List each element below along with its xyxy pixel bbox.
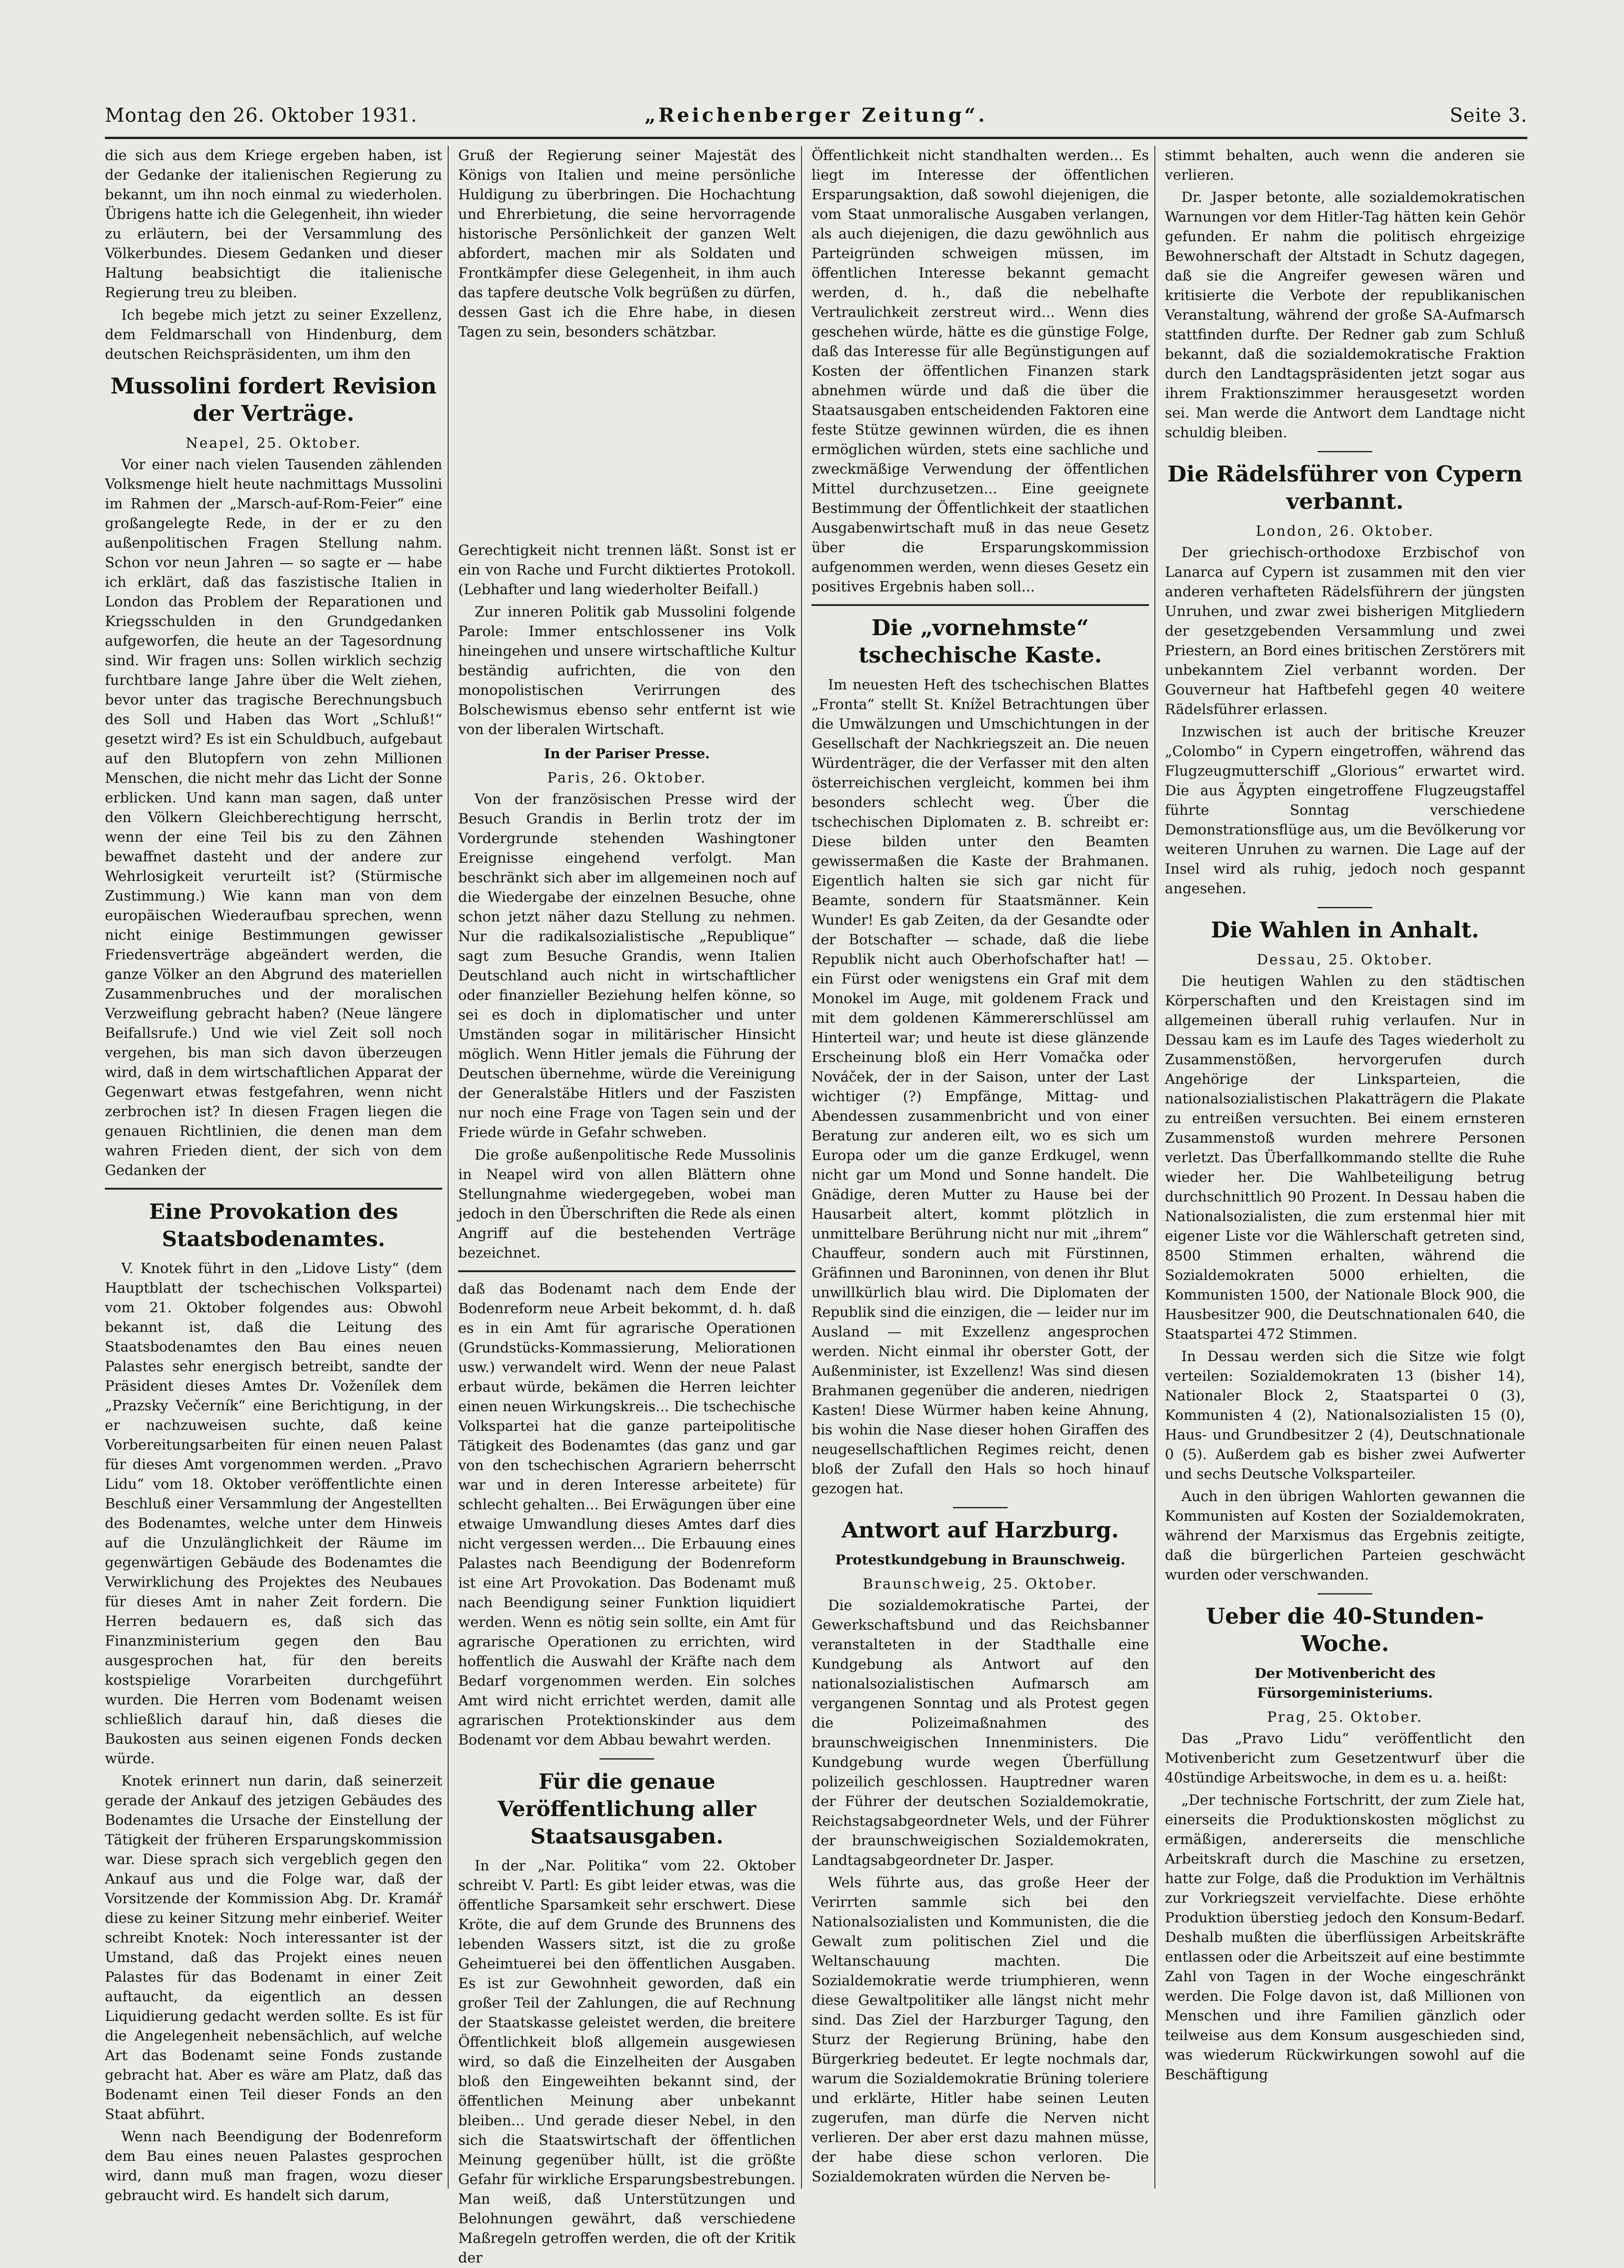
headline-cypern: Die Rädelsführer von Cypern verbannt. xyxy=(1167,461,1523,514)
article-text: die sich aus dem Kriege ergeben haben, ist der Gedanke der italienischen Regierung zu bekannt, um ihn noch einmal zu wiederholen. Übrigens hatte ich die Gelegenheit, ihn wieder zu erläutern, bei der Versammlung des Völkerbundes. Diesem Gedanken und dieser Haltung beabsichtigt die italienische Regierung treu zu bleiben. xyxy=(105,147,442,301)
article-text: In Dessau werden sich die Sitze wie folgt verteilen: Sozialdemokraten 13 (bisher 14), Nationaler Block 2, Staatspartei 0 (3), Kommunisten 4 (2), Nationalsozialisten 15 (0), Haus- und Grundbesitzer 2 (4), Deutschnationale 0 (5). Außerdem gab es bisher zwei Aufwerter und sechs Deutsche Volksparteiler. xyxy=(1165,1348,1525,1482)
column-rule xyxy=(448,146,449,2189)
article-text: Öffentlichkeit nicht standhalten werden... Es liegt im Interesse der öffentlichen Ersparungsaktion, daß sowohl diejenigen, die vom Staat unmoralische Ausgaben verlangen, als auch diejenigen, die dazu gewöhnlich aus Parteigründen schweigen müssen, im öffentlichen Interesse bekannt gemacht werden, d. h., daß die nebelhafte Vertraulichkeit zerstreut wird... Wenn dies geschehen würde, hätte es die günstige Folge, daß das Interesse für alle Begünstigungen auf Kosten der öffentlichen Finanzen stark abnehmen würde und daß die über die Staatsausgaben entscheidenden Faktoren eine feste Stütze gewinnen würden, die es ihnen ermöglichen würden, stets eine sachliche und zweckmäßige Verwendung der öffentlichen Mittel durchzusetzen... Eine geeignete Bestimmung der Öffentlichkeit der staatlichen Ausgabenwirtschaft muß in das neue Gesetz über die Ersparungskommission aufgenommen werden, wenn dieses Gesetz ein positives Ergebnis haben soll... xyxy=(812,147,1149,595)
headline-kaste: Die „vornehmste“ tschechische Kaste. xyxy=(859,615,1102,668)
short-rule xyxy=(600,1758,654,1760)
section-divider xyxy=(458,1270,796,1272)
article-text: Vor einer nach vielen Tausenden zählenden Volksmenge hielt heute nachmittags Mussolini im Rahmen der „Marsch-auf-Rom-Feier“ eine großangelegte Rede, in der er zu den außenpolitischen Fragen Stellung nahm. Schon vor neun Jahren — so sagte er — habe ich erklärt, daß das faszistische Italien in London das Problem der Reparationen und Kriegsschulden in den Grundgedanken aufgeworfen, die heute an der Tagesordnung sind. Wir fragen uns: Sollen wirklich sechzig furchtbare lange Jahre über die Welt ziehen, bevor unter das tragische Berechnungsbuch des Soll und Haben das Wort „Schluß!“ gesetzt wird? Es ist ein Schuldbuch, aufgebaut auf den Blutopfern von zehn Millionen Menschen, die nicht mehr das Licht der Sonne erblicken. Und kann man sagen, daß unter den Völkern Gleichberechtigung herrscht, wenn der eine Teil bis zu den Zähnen bewaffnet dasteht und der andere zur Wehrlosigkeit verurteilt ist? (Stürmische Zustimmung.) Wie kann man von dem europäischen Wiederaufbau sprechen, wenn nicht einige Bestimmungen gewisser Friedensverträge abgeändert werden, die ganze Völker an den Abgrund des materiellen Zusammenbruches und der moralischen Verzweiflung gebracht haben? (Neue längere Beifallsrufe.) Und wie viel Zeit soll noch vergehen, bis man sich davon überzeugen wird, daß in dem wirtschaftlichen Apparat der Gegenwart etwas festgefahren, wenn nicht zerbrochen ist? In diesen Fragen liegen die genauen Richtlinien, die denen man dem wahren Frieden dient, der sich von dem Gedanken der xyxy=(105,456,442,1179)
article-text: Ich begebe mich jetzt zu seiner Exzellenz, dem Feldmarschall von Hindenburg, dem deutschen Reichspräsidenten, um ihm den xyxy=(105,307,442,362)
column-1 xyxy=(105,146,442,2204)
article-text: Von der französischen Presse wird der Besuch Grandis in Berlin trotz der im Vordergrunde stehenden Washingtoner Ereignisse eingehend verfolgt. Man beschränkt sich aber im allgemeinen noch auf die Wiedergabe der einzelnen Besuche, ohne schon jetzt näher dazu Stellung zu nehmen. Nur die radikalsozialistische „Republique“ sagt zum Besuche Grandis, wenn Italien Deutschland auch nicht in wirtschaftlicher oder finanzieller Beziehung helfen könne, so sei es doch in diplomatischer und unter Umständen sogar in militärischer Hinsicht möglich. Wenn Hitler jemals die Führung der Deutschen übernehme, würde die Vereinigung der Generalstäbe Hitlers und der Faszisten nur noch eine Frage von Tagen sein und der Friede würde in Gefahr schweben. xyxy=(458,791,796,1141)
column-rule xyxy=(801,146,802,2189)
masthead xyxy=(105,96,1527,139)
newspaper-title: „Reichenberger Zeitung“. xyxy=(644,104,988,126)
article-text: Im neuesten Heft des tschechischen Blattes „Fronta“ stellt St. Knížel Betrachtungen über die Umwälzungen und Umschichtungen in der Gesellschaft der Nachkriegszeit an. Die neuen Würdenträger, die der Verfasser mit den alten österreichischen vergleicht, kommen bei ihm besonders schlecht weg. Über die tschechischen Diplomaten z. B. schreibt er: Diese bilden unter den Beamten gewissermaßen die Kaste der Brahmanen. Eigentlich halten sie sich gar nicht für Beamte, sondern für Staatsmänner. Kein Wunder! Es gab Zeiten, da der Gesandte oder der Botschafter — schade, daß die liebe Republik nicht auch Oberhofschafter hat! — ein Fürst oder wenigstens ein Graf mit dem Monokel im Auge, mit goldenem Frack und mit dem goldenen Kämmererschlüssel am Hinterteil war; und heute ist diese glänzende Erscheinung bloß ein Herr Vomačka oder Nováček, der in der Saison, unter der Last wichtiger (?) Empfänge, Mittag- und Abendessen zusammenbricht und von einer Beratung zur anderen eilt, wo es sich um Europa oder um die ganze Erdkugel, wenn nicht gar um Mond und Sonne handelt. Die Gnädige, deren Mutter zu Hause bei der Hausarbeit altert, kommt plötzlich in unmittelbare Berührung nicht nur mit „ihrem“ Chauffeur, sondern auch mit Fürstinnen, Gräfinnen und Baroninnen, von denen ihr Blut unwillkürlich blau wird. Die Diplomaten der Republik sind die einzigen, die — leider nur im Ausland — mit Exzellenz angesprochen werden. Nicht einmal ihr oberster Gott, der Außenminister, ist Exzellenz! Was sind diesen Brahmanen gegenüber die anderen, niedrigen Kasten! Diese Würmer haben keine Ahnung, bis wohin die Nase dieser hohen Giraffen des neugesellschaftlichen Regimes reicht, denen bloß der Zufall den Hals so hoch hinauf gezogen hat. xyxy=(812,677,1149,1497)
article-text: Inzwischen ist auch der britische Kreuzer „Colombo“ in Cypern eingetroffen, während das Flugzeugmutterschiff „Glorious“ erwartet wird. Die aus Ägypten eingetroffene Flugzeugstaffel führte Sonntag verschiedene Demonstrationsflüge aus, um die Bevölkerung vor weiteren Unruhen zu warnen. Die Lage auf der Insel wird als ruhig, jedoch noch gespannt angesehen. xyxy=(1165,724,1525,897)
article-text: Wenn nach Beendigung der Bodenreform dem Bau eines neuen Palastes gesprochen wird, dann muß man fragen, wozu dieser gebraucht wird. Es handelt sich darum, xyxy=(105,2128,442,2204)
headline-40-stunden-woche: Ueber die 40-Stunden-Woche. xyxy=(1206,1604,1484,1657)
short-rule xyxy=(1318,907,1372,908)
article-text: Auch in den übrigen Wahlorten gewannen die Kommunisten auf Kosten der Sozialdemokraten, während der Marxismus das Ergebnis zeitigte, daß die bürgerlichen Parteien geschwächt wurden oder verschwanden. xyxy=(1165,1488,1525,1583)
subhead-motivenbericht: Der Motivenbericht des Fürsorgeministeriums. xyxy=(1254,1666,1436,1701)
page-number: Seite 3. xyxy=(1449,104,1527,126)
article-text: V. Knotek führt in den „Lidove Listy“ (dem Hauptblatt der tschechischen Volkspartei) vom 21. Oktober folgendes aus: Obwohl bekannt ist, daß die Leitung des Staatsbodenamtes den Bau eines neuen Palastes sehr energisch betreibt, sandte der Präsident dieses Amtes Dr. Voženílek dem „Prazsky Večerník“ eine Berichtigung, in der er nachzuweisen suchte, daß keine Vorbereitungsarbeiten für einen neuen Palast für dieses Amt vorgenommen werden. „Pravo Lidu“ vom 18. Oktober veröffentlichte einen Beschluß einer Versammlung der Angestellten des Bodenamtes, welche unter dem Hinweis auf die Unzulänglichkeit der Räume im gegenwärtigen Gebäude des Bodenamtes die Verwirklichung des Projektes des Neubaues für dieses Amt in naher Zeit fordern. Die Herren bedauern es, daß sich das Finanzministerium gegen den Bau ausgesprochen hat, für den bereits kostspielige Vorarbeiten durchgeführt wurden. Die Herren vom Bodenamt weisen schließlich darauf hin, daß dieses die Baukosten aus seinen eigenen Fonds decken würde. xyxy=(105,1260,442,1767)
article-text: Der griechisch-orthodoxe Erzbischof von Lanarca auf Cypern ist zusammen mit den vier anderen verhafteten Rädelsführern der jüngsten Unruhen, und zwar zwei bisherigen Mitgliedern der gesetzgebenden Versammlung und zwei Priestern, an Bord eines britischen Zerstörers mit unbekanntem Ziel verbannt worden. Der Gouverneur hat Haftbefehl gegen 40 weitere Rädelsführer erlassen. xyxy=(1165,544,1525,718)
spacer xyxy=(458,345,796,541)
dateline: Neapel, 25. Oktober. xyxy=(186,435,362,451)
article-text: Die heutigen Wahlen zu den städtischen Körperschaften und den Kreistagen sind im allgemeinen überall ruhig verlaufen. Nur in Dessau kam es im Laufe des Tages wiederholt zu Zusammenstößen, hervorgerufen durch Angehörige der Linksparteien, die nationalsozialistischen Plakatträgern die Plakate zu entreißen versuchten. Bei einem ernsteren Zusammenstoß wurden mehrere Personen verletzt. Das Überfallkommando stellte die Ruhe wieder her. Die Wahlbeteiligung betrug durchschnittlich 90 Prozent. In Dessau haben die Nationalsozialisten, die zum erstenmal hier mit eigener Liste vor die Wählerschaft getreten sind, 8500 Stimmen erhalten, während die Sozialdemokraten 5000 erhielten, die Kommunisten 1500, der Nationale Block 900, die Hausbesitzer 900, die Deutschnationalen 640, die Staatspartei 472 Stimmen. xyxy=(1165,973,1525,1342)
article-text: „Der technische Fortschritt, der zum Ziele hat, einerseits die Produktionskosten möglichst zu ermäßigen, andererseits die menschliche Arbeitskraft durch die Maschine zu ersetzen, hatte zur Folge, daß die Produktion im Verhältnis zur Vorkriegszeit vervielfachte. Diese erhöhte Produktion überstieg jedoch den Konsum-Bedarf. Deshalb mußten die überflüssigen Arbeitskräfte entlassen oder die Arbeitszeit auf eine bestimmte Zahl von Tagen in der Woche eingeschränkt werden. Die Folge davon ist, daß Millionen von Menschen und ihre Familien gänzlich oder teilweise aus dem Konsum ausgeschieden sind, was wiederum Rückwirkungen sowohl auf die Beschäftigung xyxy=(1165,1792,1525,2083)
article-text: Gerechtigkeit nicht trennen läßt. Sonst ist er ein von Rache und Furcht diktiertes Protokoll. (Lebhafter und lang wiederholter Beifall.) xyxy=(458,542,796,598)
article-text: Das „Pravo Lidu“ veröffentlicht den Motivenbericht zum Gesetzentwurf über die 40stündige Arbeitswoche, in dem es u. a. heißt: xyxy=(1165,1730,1525,1786)
section-divider xyxy=(812,604,1149,606)
article-text: stimmt behalten, auch wenn die anderen sie verlieren. xyxy=(1165,147,1525,183)
column-3 xyxy=(812,146,1149,2189)
headline-anhalt: Die Wahlen in Anhalt. xyxy=(1210,917,1479,943)
section-divider xyxy=(105,1188,442,1190)
column-2 xyxy=(458,146,796,2266)
dateline: Dessau, 25. Oktober. xyxy=(1257,952,1433,968)
dateline: London, 26. Oktober. xyxy=(1256,523,1434,539)
article-text: In der „Nar. Politika“ vom 22. Oktober schreibt V. Partl: Es gibt leider etwas, was die öffentliche Sparsamkeit sehr erschwert. Diese Kröte, die auf dem Grunde des Brunnens des lebenden Wassers sitzt, ist die zu große Geheimtuerei bei den öffentlichen Ausgaben. Es ist zur Gewohnheit geworden, daß ein großer Teil der Zahlungen, die auf Rechnung der Staatskasse geleistet werden, die breitere Öffentlichkeit bloß allgemein ausgewiesen wird, so daß die Einzelheiten der Ausgaben bloß den Eingeweihten bekannt sind, der öffentlichen Meinung aber unbekannt bleiben... Und gerade dieser Nebel, in den sich die Staatswirtschaft der öffentlichen Meinung gegenüber hüllt, ist die größte Gefahr für wirkliche Ersparungsbestrebungen. Man weiß, daß Unterstützungen und Belohnungen gewährt, daß verschiedene Maßregeln getroffen werden, die oft der Kritik der xyxy=(458,1858,796,2266)
column-rule xyxy=(1154,146,1155,2189)
article-text: Gruß der Regierung seiner Majestät des Königs von Italien und meine persönliche Huldigung zu überbringen. Die Hochachtung und Ehrerbietung, die seine hervorragende historische Persönlichkeit der ganzen Welt abfordert, machen mir als Soldaten und Frontkämpfer diese Gelegenheit, in ihm auch das tapfere deutsche Volk begrüßen zu dürfen, dessen Gast ich die Ehre habe, in diesen Tagen zu sein, besonders schätzbar. xyxy=(458,147,796,340)
short-rule xyxy=(1318,451,1372,452)
dateline: Braunschweig, 25. Oktober. xyxy=(863,1576,1098,1592)
dateline: Paris, 26. Oktober. xyxy=(547,770,707,786)
headline-harzburg: Antwort auf Harzburg. xyxy=(841,1517,1119,1543)
article-text: Die sozialdemokratische Partei, der Gewerkschaftsbund und das Reichsbanner veranstalteten in der Stadthalle eine Kundgebung als Antwort auf den nationalsozialistischen Aufmarsch am vergangenen Sonntag und als Protest gegen die Polizeimaßnahmen des braunschweigischen Innenministers. Die Kundgebung wurde wegen Überfüllung polizeilich geschlossen. Hauptredner waren der Führer der deutschen Sozialdemokratie, Reichstagsabgeordneter Wels, und der Führer der braunschweigischen Sozialdemokraten, Landtagsabgeordneter Dr. Jasper. xyxy=(812,1597,1149,1869)
column-4 xyxy=(1165,146,1525,2189)
short-rule xyxy=(1318,1593,1372,1595)
headline-provokation: Eine Provokation des Staatsbodenamtes. xyxy=(149,1199,398,1251)
headline-veroeffentlichung: Für die genaue Veröffentlichung aller Staatsausgaben. xyxy=(497,1769,756,1849)
subhead-braunschweig: Protestkundgebung in Braunschweig. xyxy=(835,1552,1126,1568)
article-text: Dr. Jasper betonte, alle sozialdemokratischen Warnungen vor dem Hitler-Tag hätten kein Gehör gefunden. Er nahm die politisch ehrgeizige Bewohnerschaft der Altstadt in Schutz dagegen, daß sie die Angreifer gewesen wären und kritisierte die Verbote der republikanischen Veranstaltung, während der große SA-Aufmarsch stattfinden durfte. Der Redner gab zum Schluß bekannt, daß die sozialdemokratische Fraktion durch den Landtagspräsidenten jetzt sogar aus ihrem Fraktionszimmer herausgesetzt worden sei. Man werde die Antwort dem Landtage nicht schuldig bleiben. xyxy=(1165,189,1525,441)
short-rule xyxy=(953,1507,1008,1508)
article-text: Zur inneren Politik gab Mussolini folgende Parole: Immer entschlossener ins Volk hineingehen und unsere wirtschaftliche Kultur beständig aufrichten, die von den monopolistischen Verirrungen des Bolschewismus ebenso sehr entfernt ist wie von der liberalen Wirtschaft. xyxy=(458,604,796,738)
article-text: Wels führte aus, das große Heer der Verirrten sammle sich bei den Nationalsozialisten und Kommunisten, die die Gewalt zum politischen Ziel und die Weltanschauung machten. Die Sozialdemokratie werde triumphieren, wenn diese Gewaltpolitiker alle längst nicht mehr sind. Das Ziel der Harzburger Tagung, den Sturz der Regierung Brüning, habe den Bürgerkrieg bedeutet. Er legte nochmals dar, warum die Sozialdemokratie Brüning toleriere und erklärte, Hitler habe seinen Leuten zugerufen, man dürfe die Nerven nicht verlieren. Der aber erst dazu mahnen müsse, der habe diese schon verloren. Die Sozialdemokraten würden die Nerven be- xyxy=(812,1874,1149,2185)
dateline: Prag, 25. Oktober. xyxy=(1267,1709,1423,1725)
article-text: Knotek erinnert nun darin, daß seinerzeit gerade der Ankauf des jetzigen Gebäudes des Bodenamtes die Ursache der Einstellung der Tätigkeit der früheren Ersparungskommission war. Diese sprach sich vergeblich gegen den Ankauf aus und die Folge war, daß der Vorsitzende der Kommission Abg. Dr. Kramář diese zu keiner Sitzung mehr einberief. Weiter schreibt Knotek: Noch interessanter ist der Umstand, daß das Projekt eines neuen Palastes für das Bodenamt in einer Zeit auftaucht, da eigentlich an dessen Liquidierung gedacht werden sollte. Es ist für die Angelegenheit nebensächlich, auf welche Art das Bodenamt seine Fonds zustande gebracht hat. Aber es wäre am Platz, daß das Bodenamt einen Teil dieser Fonds an den Staat abführt. xyxy=(105,1773,442,2123)
issue-date: Montag den 26. Oktober 1931. xyxy=(105,104,418,126)
article-text: daß das Bodenamt nach dem Ende der Bodenreform neue Arbeit bekommt, d. h. daß es in ein Amt für agrarische Operationen (Grundstücks-Kommassierung, Meliorationen usw.) verwandelt wird. Wenn der neue Palast erbaut würde, bekämen die Herren leichter einen neuen Wirkungskreis... Die tschechische Volkspartei hat die ganze parteipolitische Tätigkeit des Bodenamtes (das ganz und gar von den tschechischen Agrariern beherrscht war und in deren Interesse arbeitete) für schlecht gehalten... Bei Erwägungen über eine etwaige Umwandlung dieses Amtes darf dies nicht vergessen werden... Die Erbauung eines Palastes nach Beendigung der Bodenreform ist eine Art Provokation. Das Bodenamt muß nach Beendigung seiner Funktion liquidiert werden. Wenn es nötig sein sollte, ein Amt für agrarische Operationen zu errichten, wird hoffentlich die Auswahl der Kräfte nach dem Bedarf vorgenommen werden. Ein solches Amt wird nicht errichtet werden, damit alle agrarischen Protektionskinder aus dem Bodenamt vor dem Abbau bewahrt werden. xyxy=(458,1281,796,1748)
article-text: Die große außenpolitische Rede Mussolinis in Neapel wird von allen Blättern ohne Stellungnahme wiedergegeben, wobei man jedoch in den Überschriften die Rede als einen Angriff auf die bestehenden Verträge bezeichnet. xyxy=(458,1147,796,1261)
subhead-pariser-presse: In der Pariser Presse. xyxy=(544,746,710,762)
headline-mussolini: Mussolini fordert Revision der Verträge. xyxy=(110,373,437,426)
